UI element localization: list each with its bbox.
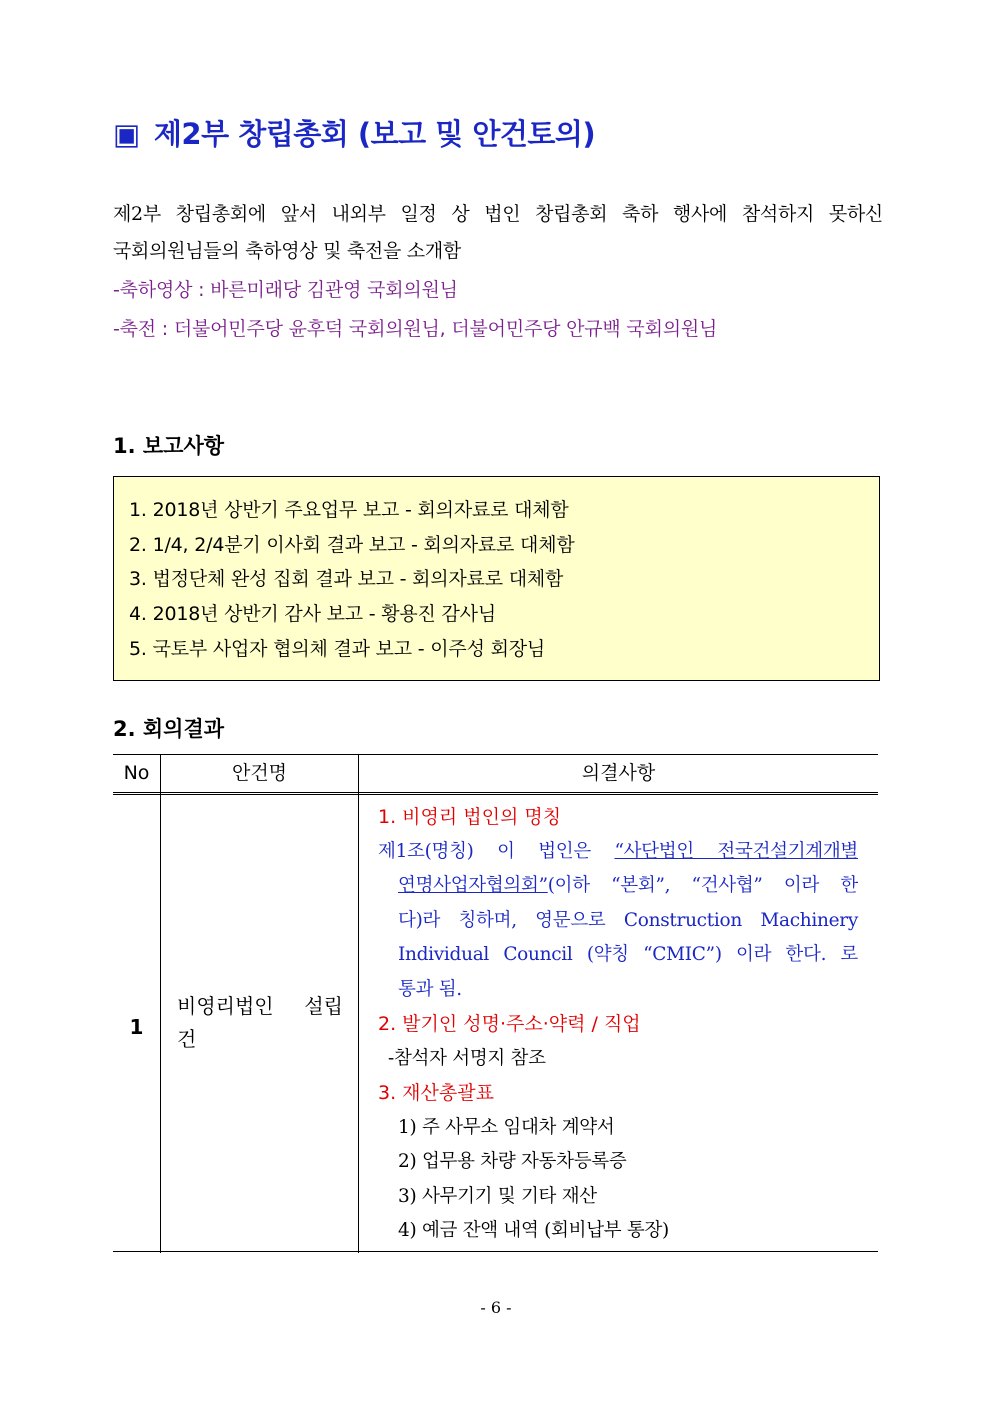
article-line: 다)라 칭하며, 영문으로 Construction Machinery — [398, 909, 858, 931]
page-title — [113, 112, 595, 153]
report-item: 4. 2018년 상반기 감사 보고 - 황용진 감사님 — [129, 603, 496, 626]
article-prefix: 제1조(명칭) 이 법인은 — [378, 840, 615, 862]
row-number: 1 — [129, 1015, 144, 1039]
report-item: 1. 2018년 상반기 주요업무 보고 - 회의자료로 대체함 — [129, 499, 569, 521]
article-line: Individual Council (약칭 “CMIC”) 이라 한다. 로 — [398, 944, 858, 965]
report-item: 3. 법정단체 완성 집회 결과 보고 - 회의자료로 대체함 — [129, 568, 564, 591]
congrats-telegram-line: -축전 : 더불어민주당 윤후덕 국회의원님, 더불어민주당 안규백 국회의원님 — [113, 318, 718, 340]
asset-item: 4) 예금 잔액 내역 (회비납부 통장) — [398, 1220, 669, 1241]
page-number: - 6 - — [480, 1298, 512, 1317]
article-line: 통과 됨. — [398, 978, 462, 1000]
square-marker-icon: ▣ — [113, 117, 140, 151]
agenda-line-1: 비영리법인 설립 — [177, 994, 343, 1018]
asset-item: 1) 주 사무소 임대차 계약서 — [398, 1116, 615, 1138]
report-item: 2. 1/4, 2/4분기 이사회 결과 보고 - 회의자료로 대체함 — [129, 533, 575, 556]
resolution-cell — [378, 800, 858, 1249]
results-table — [113, 754, 878, 1252]
article-quote: 연명사업자협의회” — [398, 875, 548, 896]
table-header — [113, 755, 878, 795]
intro-line-1: 제2부 창립총회에 앞서 내외부 일정 상 법인 창립총회 축하 행사에 참석하지 못하신 — [113, 203, 883, 225]
resolution-heading-2: 2. 발기인 성명·주소·약력 / 직업 — [378, 1013, 641, 1035]
congrats-video-line: -축하영상 : 바른미래당 김관영 국회의원님 — [113, 279, 458, 301]
intro-line-2: 국회의원님들의 축하영상 및 축전을 소개함 — [113, 240, 461, 262]
column-divider — [160, 755, 161, 1253]
section-heading-results: 2. 회의결과 — [113, 717, 225, 741]
article-quote: “사단법인 전국건설기계개별 — [614, 840, 858, 862]
report-items-box — [113, 476, 880, 681]
header-resolution: 의결사항 — [581, 762, 656, 784]
article-line — [378, 869, 858, 904]
header-agenda: 안건명 — [231, 762, 288, 784]
resolution-heading-3: 3. 재산총괄표 — [378, 1082, 494, 1104]
article-rest: (이하 “본회”, “건사협” 이라 한 — [547, 875, 858, 896]
header-no: No — [123, 762, 150, 784]
article-line — [378, 835, 858, 870]
asset-item: 2) 업무용 차량 자동차등록증 — [398, 1151, 627, 1172]
resolution-heading-1: 1. 비영리 법인의 명칭 — [378, 806, 562, 828]
section-heading-report: 1. 보고사항 — [113, 434, 225, 458]
article-text — [378, 835, 858, 1008]
agenda-name — [177, 990, 343, 1056]
column-divider — [358, 755, 359, 1253]
title-text: 제2부 창립총회 (보고 및 안건토의) — [153, 117, 596, 151]
asset-item: 3) 사무기기 및 기타 재산 — [398, 1185, 597, 1207]
report-item: 5. 국토부 사업자 협의체 결과 보고 - 이주성 회장님 — [129, 637, 546, 660]
signature-note: -참석자 서명지 참조 — [388, 1047, 546, 1069]
agenda-line-2: 건 — [177, 1027, 197, 1051]
